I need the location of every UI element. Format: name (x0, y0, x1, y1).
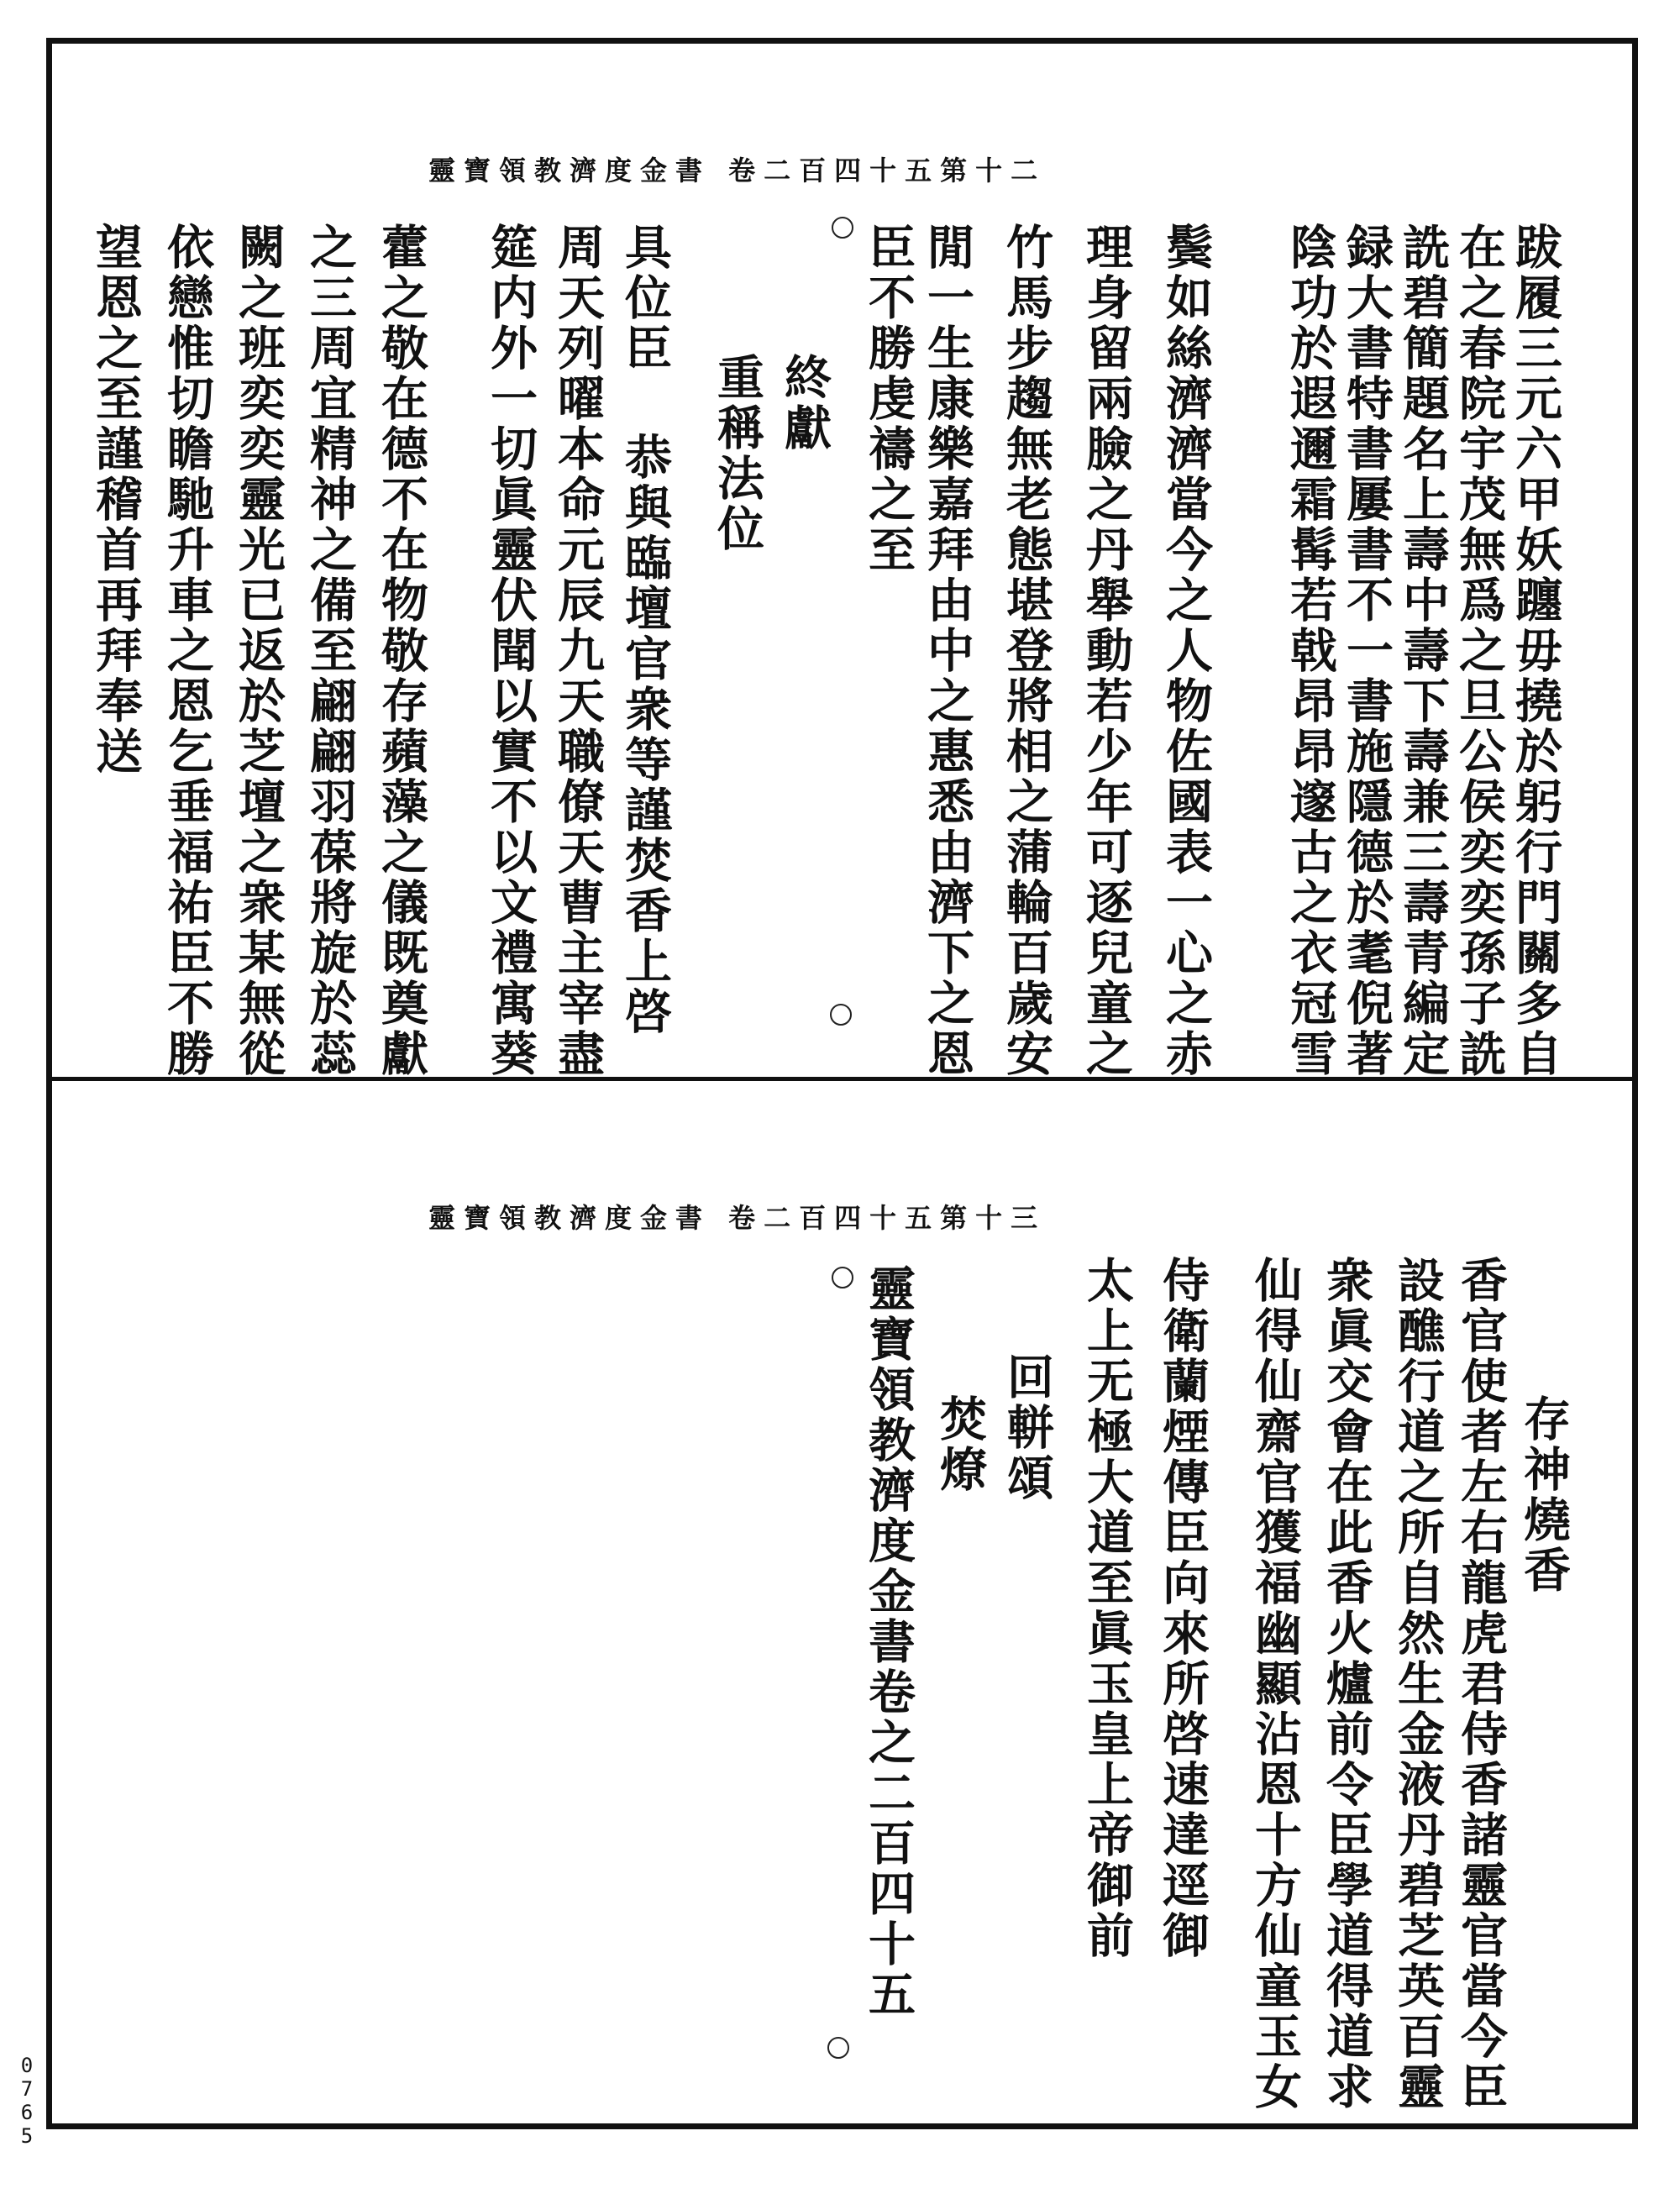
top-col-13: 具位臣 恭與臨壇官衆等謹焚香上啓 (617, 223, 673, 1037)
top-header: 靈寶領教濟度金書 卷二百四十五第十二 (428, 155, 1047, 186)
top-circle-mark-1 (832, 217, 853, 239)
top-col-15: 筵内外一切眞靈伏聞以實不以文禮寓葵 (483, 223, 538, 1079)
top-col-12: 重稱法位 (710, 353, 765, 554)
top-col-7: 理身留兩臉之丹舉動若少年可逐兒童之 (1079, 223, 1134, 1079)
top-circle-mark-2 (830, 1004, 852, 1026)
top-col-4: 録大書特書屢書不一書施隱德於耄倪著 (1339, 223, 1394, 1079)
bottom-col-9: 焚燎 (932, 1394, 988, 1495)
top-col-20: 望恩之至謹稽首再拜奉送 (88, 223, 144, 777)
bottom-header: 靈寶領教濟度金書 卷二百四十五第十三 (428, 1202, 1047, 1234)
bottom-col-3: 設醮行道之所自然生金液丹碧芝英百靈 (1390, 1256, 1446, 2112)
bottom-col-2: 香官使者左右龍虎君侍香諸靈官當今臣 (1453, 1256, 1509, 2112)
top-col-3: 詵碧簡題名上壽中壽下壽兼三壽青編定 (1395, 223, 1451, 1079)
bottom-col-5: 仙得仙齋官獲福幽顯沾恩十方仙童玉女 (1247, 1256, 1303, 2112)
top-col-19: 依戀惟切瞻馳升車之恩乞垂福祐臣不勝 (160, 223, 215, 1079)
bottom-circle-mark-2 (827, 2037, 849, 2059)
top-col-18: 闕之班奕奕靈光已返於芝壇之衆某無從 (231, 223, 286, 1079)
bottom-col-6: 侍衛蘭煙傳臣向來所啓速達逕御 (1155, 1256, 1210, 1961)
bottom-col-10: 靈寶領教濟度金書卷之二百四十五 (861, 1264, 916, 2020)
top-col-9: 閒一生康樂嘉拜由中之惠悉由濟下之恩 (920, 223, 975, 1079)
bottom-col-4: 衆眞交會在此香火爐前令臣學道得道求 (1319, 1256, 1374, 2112)
bottom-col-8: 回軿頌 (1000, 1352, 1055, 1504)
top-col-2: 在之春院宇茂無爲之旦公侯奕奕孫子詵 (1452, 223, 1507, 1079)
top-col-10: 臣不勝虔禱之至 (861, 223, 916, 575)
top-col-11: 終獻 (777, 353, 832, 454)
top-col-1: 跋履三元六甲妖躔毋撓於躬行門關多自 (1508, 223, 1563, 1079)
top-col-8: 竹馬步趨無老態堪登將相之蒲輪百歲安 (999, 223, 1054, 1079)
bottom-col-1: 存神燒香 (1516, 1394, 1572, 1596)
top-col-6: 鬓如絲濟濟當今之人物佐國表一心之赤 (1158, 223, 1214, 1079)
bottom-circle-mark-1 (832, 1267, 853, 1288)
top-col-14: 周天列曜本命元辰九天職僚天曹主宰盡 (550, 223, 606, 1079)
top-col-16: 藿之敬在德不在物敬存蘋藻之儀既奠獻 (374, 223, 429, 1079)
bottom-col-7: 太上无極大道至眞玉皇上帝御前 (1079, 1256, 1135, 1961)
top-col-5: 陰功於遐邇霜髯若戟昂昂邃古之衣冠雪 (1283, 223, 1338, 1079)
page-number: 0765 (15, 2054, 39, 2148)
top-col-17: 之三周宜精神之備至翩翩羽葆將旋於蕊 (302, 223, 358, 1079)
